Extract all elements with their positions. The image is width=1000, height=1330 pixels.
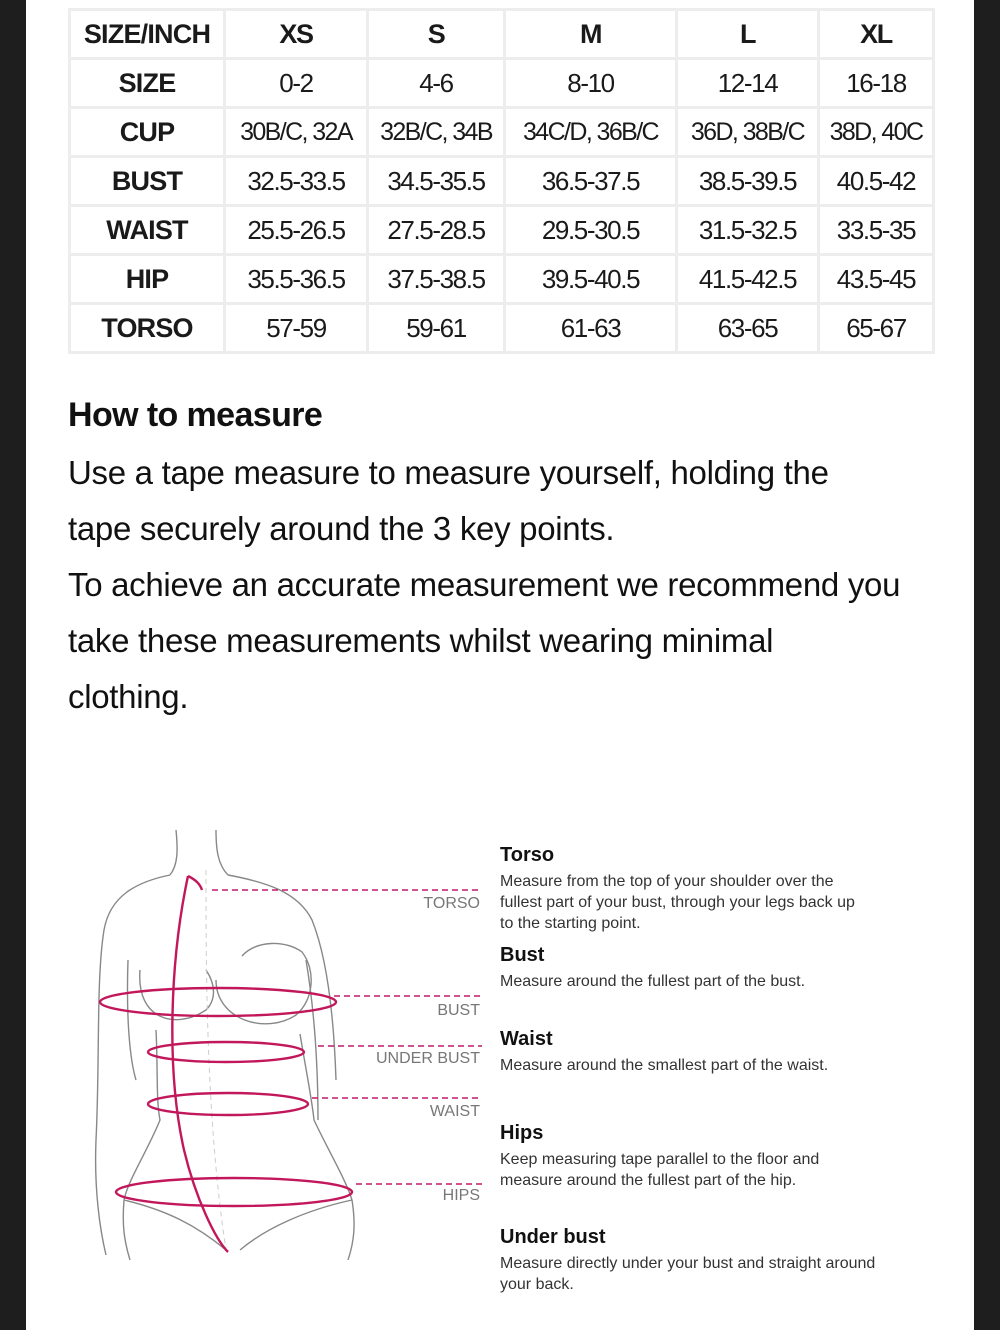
table-cell: 0-2	[225, 59, 368, 108]
definition-line: fullest part of your bust, through your legs back up	[500, 894, 855, 911]
table-cell: 31.5-32.5	[677, 206, 819, 255]
neck-outline	[170, 830, 177, 875]
left-frame	[0, 0, 26, 1330]
table-cell: 36D, 38B/C	[677, 108, 819, 157]
size-guide-page	[26, 0, 974, 1330]
header-cell: XS	[225, 10, 368, 59]
table-cell: 27.5-28.5	[368, 206, 505, 255]
table-cell: 36.5-37.5	[505, 157, 677, 206]
table-cell: 63-65	[677, 304, 819, 353]
underbust-tape	[148, 1042, 304, 1062]
table-header-row	[70, 10, 934, 59]
table-cell: 35.5-36.5	[225, 255, 368, 304]
definition-line: Measure around the fullest part of the bust.	[500, 973, 806, 990]
definition-line: Measure from the top of your shoulder over the	[500, 873, 834, 890]
table-cell: 39.5-40.5	[505, 255, 677, 304]
row-label: WAIST	[70, 206, 225, 255]
definition-title: Under bust	[500, 1226, 606, 1248]
section-title: How to measure	[68, 396, 323, 434]
right-inner-arm	[306, 960, 318, 1120]
bust-label: BUST	[437, 1002, 480, 1019]
neck-outline	[216, 830, 228, 875]
table-row	[70, 206, 934, 255]
paragraph-line: clothing.	[68, 678, 189, 715]
table-cell: 29.5-30.5	[505, 206, 677, 255]
table-row	[70, 304, 934, 353]
definition-line: Keep measuring tape parallel to the floor and	[500, 1151, 820, 1168]
definition-bust	[500, 944, 950, 992]
table-cell: 16-18	[819, 59, 934, 108]
body-outline-illustration	[66, 820, 486, 1260]
right-arm-outline	[228, 875, 336, 1080]
table-cell: 65-67	[819, 304, 934, 353]
paragraph-line: take these measurements whilst wearing minimal	[68, 622, 774, 659]
table-cell: 61-63	[505, 304, 677, 353]
definition-hips	[500, 1122, 950, 1191]
table-cell: 59-61	[368, 304, 505, 353]
underwear-right	[240, 1200, 352, 1250]
table-cell: 8-10	[505, 59, 677, 108]
definition-text	[500, 1149, 950, 1191]
definition-title: Hips	[500, 1122, 544, 1144]
table-cell: 25.5-26.5	[225, 206, 368, 255]
table-cell: 43.5-45	[819, 255, 934, 304]
table-cell: 4-6	[368, 59, 505, 108]
definition-text	[500, 971, 950, 992]
table-cell: 40.5-42	[819, 157, 934, 206]
right-waist-outline	[300, 1034, 352, 1200]
header-cell: S	[368, 10, 505, 59]
waist-label: WAIST	[429, 1103, 480, 1120]
definition-under-bust	[500, 1226, 950, 1295]
left-breast-outline	[140, 970, 214, 1020]
row-label: HIP	[70, 255, 225, 304]
header-cell: L	[677, 10, 819, 59]
definition-waist	[500, 1028, 950, 1076]
torso-label: TORSO	[423, 895, 480, 912]
table-cell: 12-14	[677, 59, 819, 108]
definition-title: Waist	[500, 1028, 553, 1050]
definition-line: measure around the fullest part of the hip.	[500, 1172, 797, 1189]
left-inner-arm	[127, 960, 136, 1080]
definition-line: Measure directly under your bust and straight around	[500, 1255, 876, 1272]
table-row	[70, 157, 934, 206]
header-cell: SIZE/INCH	[70, 10, 225, 59]
paragraph-line: tape securely around the 3 key points.	[68, 510, 615, 547]
size-chart-table	[68, 8, 935, 354]
right-leg-outline	[348, 1200, 354, 1260]
table-row	[70, 255, 934, 304]
definition-line: Measure around the smallest part of the waist.	[500, 1057, 829, 1074]
torso-tape-top	[188, 876, 202, 890]
row-label: SIZE	[70, 59, 225, 108]
definition-text	[500, 1055, 950, 1076]
row-label: CUP	[70, 108, 225, 157]
header-cell: M	[505, 10, 677, 59]
underbust-label: UNDER BUST	[375, 1050, 480, 1067]
table-cell: 41.5-42.5	[677, 255, 819, 304]
table-cell: 32B/C, 34B	[368, 108, 505, 157]
table-cell: 37.5-38.5	[368, 255, 505, 304]
table-row	[70, 108, 934, 157]
paragraph-line: To achieve an accurate measurement we recommend you	[68, 566, 901, 603]
left-leg-outline	[123, 1200, 130, 1260]
row-label: TORSO	[70, 304, 225, 353]
table-cell: 32.5-33.5	[225, 157, 368, 206]
how-to-measure-section	[68, 396, 948, 725]
centerline	[206, 870, 226, 1250]
definition-text	[500, 871, 950, 934]
table-cell: 34C/D, 36B/C	[505, 108, 677, 157]
definition-torso	[500, 844, 950, 934]
table-cell: 38.5-39.5	[677, 157, 819, 206]
hips-tape	[116, 1178, 352, 1206]
waist-tape	[148, 1093, 308, 1115]
body-measurement-figure	[66, 820, 486, 1260]
table-cell: 33.5-35	[819, 206, 934, 255]
row-label: BUST	[70, 157, 225, 206]
table-row	[70, 59, 934, 108]
table-cell: 38D, 40C	[819, 108, 934, 157]
hips-label: HIPS	[442, 1187, 480, 1204]
table-cell: 30B/C, 32A	[225, 108, 368, 157]
definition-line: your back.	[500, 1276, 574, 1293]
torso-tape	[172, 876, 228, 1252]
definition-text	[500, 1253, 950, 1295]
definition-title: Torso	[500, 844, 555, 866]
definition-line: to the starting point.	[500, 915, 641, 932]
paragraph-line: Use a tape measure to measure yourself, holding the	[68, 454, 829, 491]
header-cell: XL	[819, 10, 934, 59]
right-frame	[974, 0, 1000, 1330]
table-cell: 57-59	[225, 304, 368, 353]
table-cell: 34.5-35.5	[368, 157, 505, 206]
definition-title: Bust	[500, 944, 545, 966]
